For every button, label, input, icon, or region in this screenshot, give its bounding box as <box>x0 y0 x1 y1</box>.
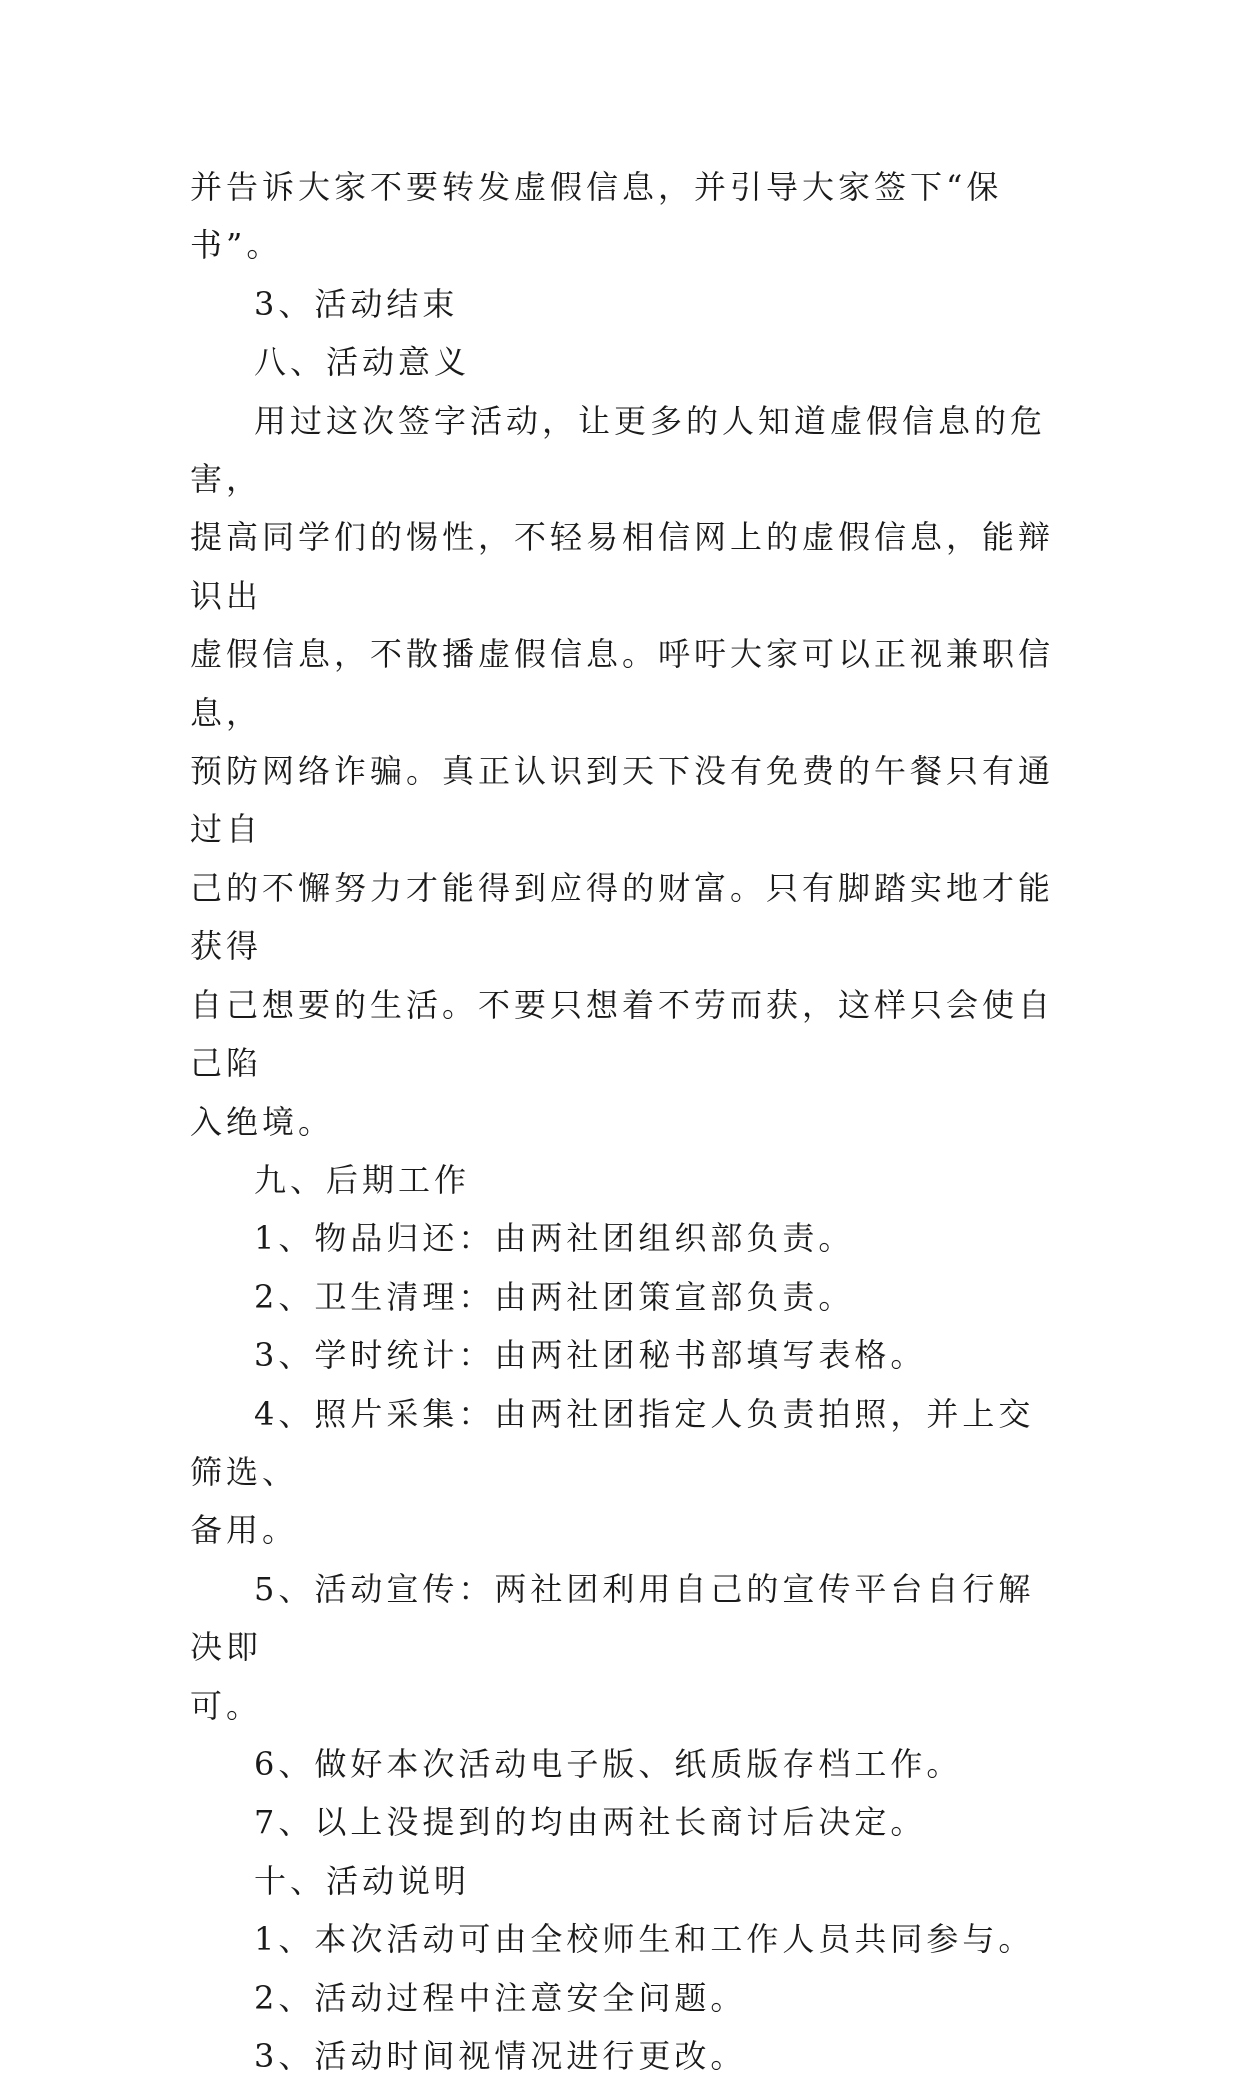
text-line: 可。 <box>190 1686 263 1725</box>
list-item: 3、学时统计：由两社团秘书部填写表格。 <box>254 1336 927 1375</box>
text-line: 3、活动结束 <box>254 284 459 323</box>
section-heading: 九、后期工作 <box>254 1160 471 1199</box>
text-line: 用过这次签字活动，让更多的人知道虚假信息的危害， <box>190 401 1047 499</box>
list-item: 1、本次活动可由全校师生和工作人员共同参与。 <box>254 1920 1035 1959</box>
list-item: 6、做好本次活动电子版、纸质版存档工作。 <box>254 1744 963 1783</box>
list-item: 4、照片采集：由两社团指定人负责拍照，并上交筛选、 <box>190 1394 1035 1491</box>
text-line: 预防网络诈骗。真正认识到天下没有免费的午餐只有通过自 <box>190 752 1055 849</box>
list-item: 5、活动宣传：两社团利用自己的宣传平台自行解决即 <box>190 1569 1035 1667</box>
list-item: 3、活动时间视情况进行更改。 <box>254 2037 747 2075</box>
document-body <box>190 158 1070 2085</box>
list-item: 2、活动过程中注意安全问题。 <box>254 1978 747 2017</box>
section-heading: 十、活动说明 <box>254 1861 471 1900</box>
section-heading: 八、活动意义 <box>254 343 471 382</box>
text-line: 入绝境。 <box>190 1102 335 1141</box>
list-item: 2、卫生清理：由两社团策宣部负责。 <box>254 1277 855 1316</box>
text-line: 提高同学们的惕性，不轻易相信网上的虚假信息，能辩识出 <box>190 518 1055 615</box>
list-item: 1、物品归还：由两社团组织部负责。 <box>254 1219 855 1258</box>
list-item: 7、以上没提到的均由两社长商讨后决定。 <box>254 1803 927 1842</box>
text-line: 己的不懈努力才能得到应得的财富。只有脚踏实地才能获得 <box>190 868 1055 966</box>
text-line: 虚假信息，不散播虚假信息。呼吁大家可以正视兼职信息， <box>190 635 1055 732</box>
text-line: 自己想要的生活。不要只想着不劳而获，这样只会使自己陷 <box>190 985 1055 1083</box>
text-line: 并告诉大家不要转发虚假信息，并引导大家签下“保书”。 <box>190 168 1003 265</box>
text-line: 备用。 <box>190 1511 299 1550</box>
